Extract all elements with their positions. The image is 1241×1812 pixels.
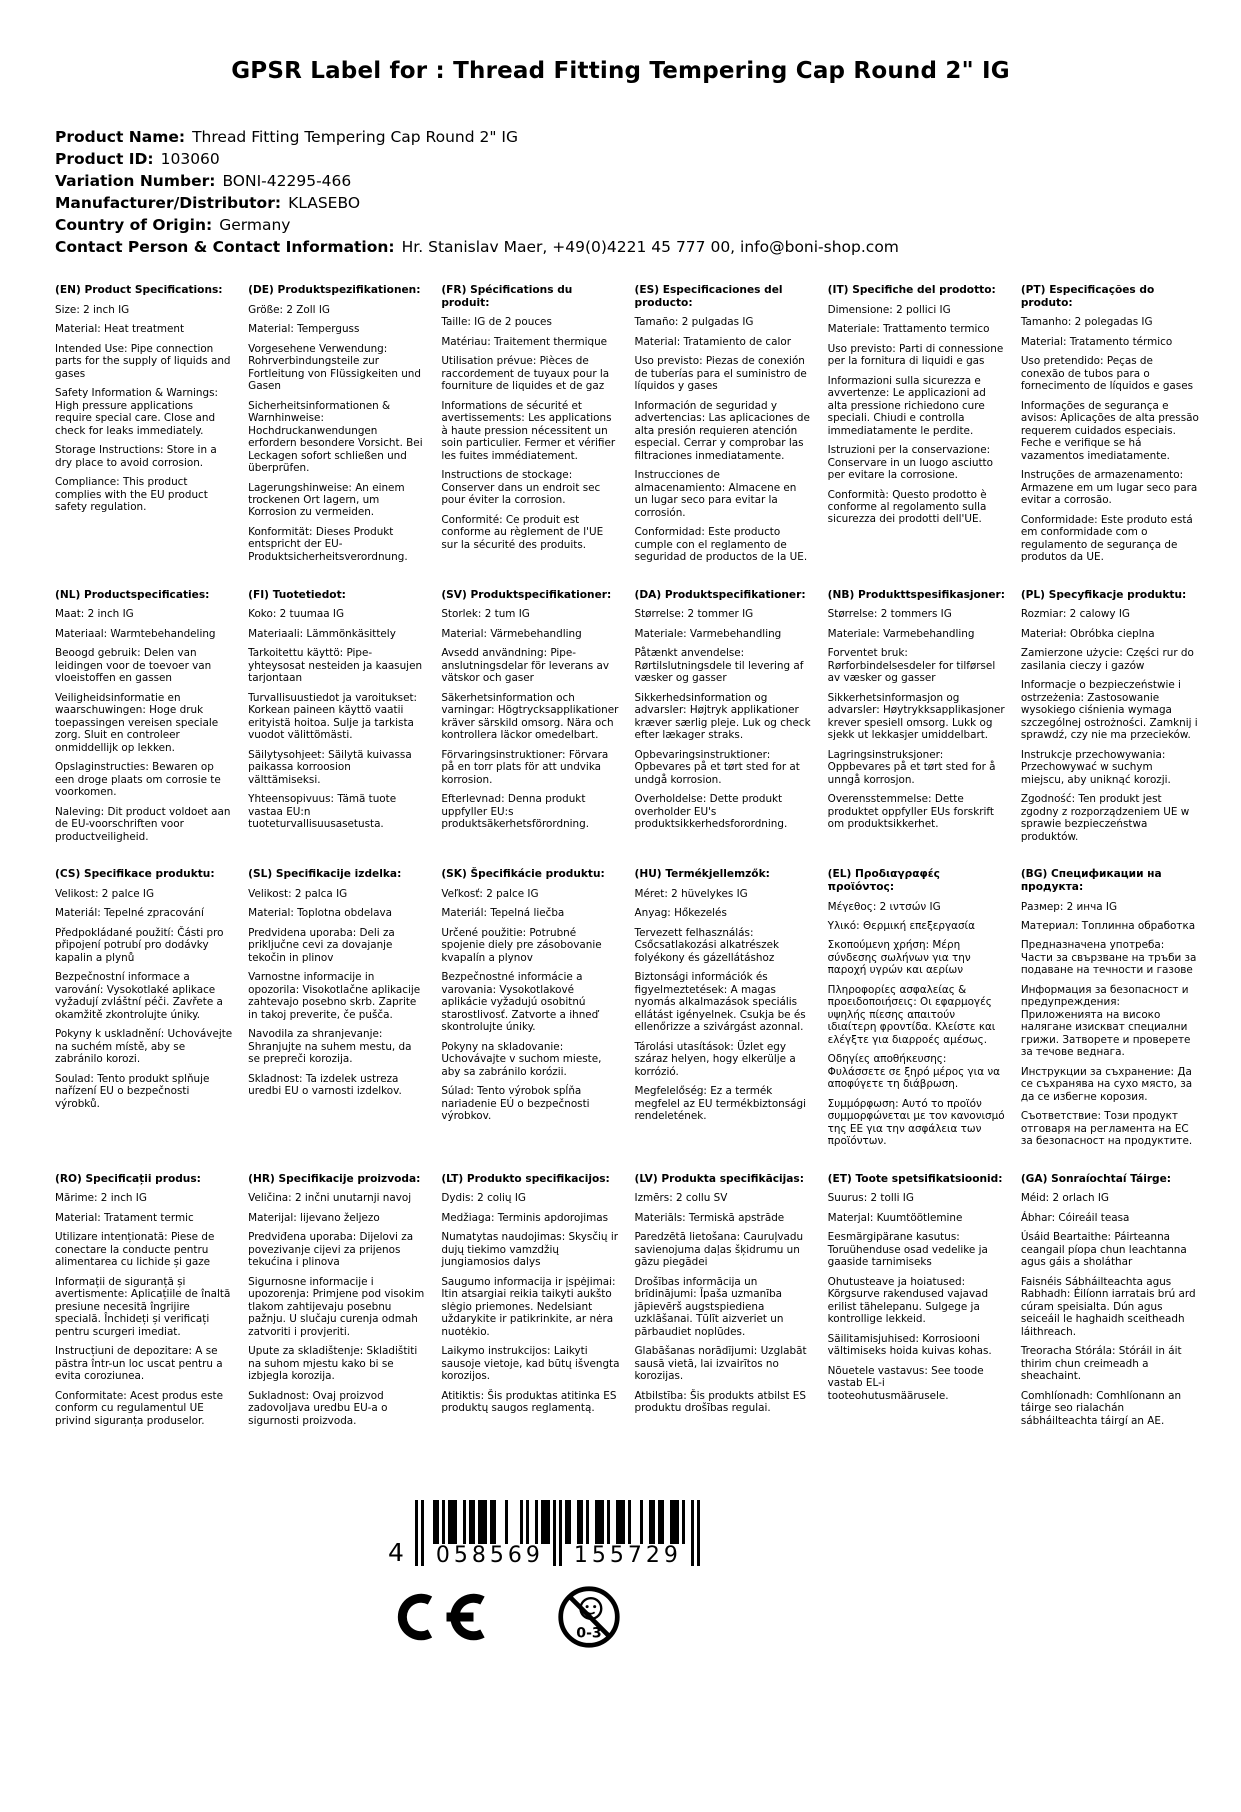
spec-paragraph: Conformité: Ce produit est conforme au règlement de l'UE sur la sécurité des produits. [441,513,604,551]
spec-paragraph: Instruções de armazenamento: Armazene em um lugar seco para evitar a corrosão. [1020,469,1198,507]
spec-block-cs [55,868,233,1155]
spec-block-fr [441,284,619,571]
spec-block-title: (HU) Termékjellemzők: [634,868,770,881]
page-title: GPSR Label for : Thread Fitting Tempering Cap Round 2" IG [231,58,1010,84]
spec-paragraph: Conformitate: Acest produs este conform cu regulamentul UE privind siguranța produselor. [55,1389,224,1427]
spec-paragraph: Materiał: Obróbka cieplna [1020,627,1155,640]
spec-block-et [828,1173,1006,1434]
product-info-row [55,214,1241,236]
spec-paragraph: Informations de sécurité et avertissements: Les applications à haute pression nécessitent un soin particulier. Fermer et vérifier les fuites immédiatement. [441,399,616,462]
spec-block-title: (PL) Specyfikacje produktu: [1020,588,1187,601]
spec-block-sk [441,868,619,1155]
spec-paragraph: Materiale: Trattamento termico [827,323,990,336]
spec-block-body [55,608,233,843]
spec-paragraph: Οδηγίες αποθήκευσης: Φυλάσσετε σε ξηρό μέρος για να αποφύγετε τη διάβρωση. [827,1053,1000,1091]
spec-paragraph: Materiāls: Termiskā apstrāde [634,1211,785,1224]
spec-block-body [1021,1192,1199,1427]
spec-block-body [1021,901,1199,1148]
ce-mark-icon [394,1589,490,1645]
spec-paragraph: Materiál: Tepelné zpracování [55,907,204,920]
spec-paragraph: Säilytysohjeet: Säilytä kuivassa paikassa korroosion välttämiseksi. [248,748,412,786]
spec-paragraph: Informazioni sulla sicurezza e avvertenze: Le applicazioni ad alta pressione richiedono cure speciali. Chiudi e controlla immediatamente le perdite. [827,374,986,437]
spec-paragraph: Úsáid Beartaithe: Páirteanna ceangail píopa chun leachtanna agus gáis a sholáthar [1020,1231,1187,1269]
spec-paragraph: Tamanho: 2 polegadas IG [1020,316,1153,329]
spec-paragraph: Tarkoitettu käyttö: Pipe-yhteysosat nesteiden ja kaasujen tarjontaan [248,647,423,685]
product-info-value: Hr. Stanislav Maer, +49(0)4221 45 777 00, info@boni-shop.com [401,238,899,256]
spec-block-title: (SK) Špecifikácie produktu: [441,868,605,881]
spec-paragraph: Material: Tratamento térmico [1020,335,1173,348]
spec-block-body [1021,608,1199,843]
spec-paragraph: Mărime: 2 inch IG [55,1192,147,1205]
spec-paragraph: Méid: 2 orlach IG [1020,1192,1109,1205]
spec-paragraph: Predviđena uporaba: Dijelovi za povezivanje cijevi za prijenos tekućina i plinova [248,1231,414,1269]
spec-paragraph: Conformidad: Este producto cumple con el reglamento de seguridad de productos de la UE. [634,526,808,564]
spec-paragraph: Utilisation prévue: Pièces de raccordement de tuyaux pour la fourniture de liquides et de gaz [441,355,610,393]
spec-block-title: (DA) Produktspecifikationer: [634,588,806,601]
product-info-label: Product Name: [55,128,186,146]
spec-paragraph: Súlad: Tento výrobok spĺňa nariadenie EÚ o bezpečnosti výrobkov. [441,1085,590,1123]
spec-paragraph: Συμμόρφωση: Αυτό το προϊόν συμμορφώνεται με τον κανονισμό της ΕΕ για την ασφάλεια των προϊόντων. [827,1097,1005,1148]
spec-block-da [635,589,813,850]
barcode-bars [415,1500,700,1569]
spec-block-title: (IT) Specifiche del prodotto: [827,284,996,296]
spec-paragraph: Materijal: lijevano željezo [248,1211,380,1224]
spec-paragraph: Sukladnost: Ovaj proizvod zadovoljava uredbu EU-a o sigurnosti proizvoda. [248,1389,388,1427]
spec-paragraph: Säilitamisjuhised: Korrosiooni vältimiseks hoida kuivas kohas. [827,1332,992,1358]
spec-block-body [248,304,426,564]
ean13-barcode [388,1500,808,1569]
spec-paragraph: Compliance: This product complies with the EU product safety regulation. [55,476,208,513]
spec-block-nb [828,589,1006,850]
spec-paragraph: Drošības informācija un brīdinājumi: Īpaša uzmanība jāpievērš augstspiediena uzklāšanai. Tūlīt aizveriet un pārbaudiet noplūdes. [634,1275,784,1338]
spec-paragraph: Vorgesehene Verwendung: Rohrverbindungsteile zur Fortleitung von Flüssigkeiten und Gasen [248,342,421,393]
spec-block-title: (SL) Specifikacije izdelka: [248,868,402,881]
product-info-value: BONI-42295-466 [222,172,352,190]
spec-paragraph: Lagerungshinweise: An einem trockenen Ort lagern, um Korrosion zu vermeiden. [248,481,405,519]
spec-paragraph: Paredzētā lietošana: Cauruļvadu savienojuma daļas šķidrumu un gāzu piegādei [634,1231,804,1269]
spec-paragraph: Materiale: Varmebehandling [634,627,782,640]
spec-paragraph: Säkerhetsinformation och varningar: Högtrycksapplikationer kräver särskild omsorg. Nära och kontrollera läckor omedelbart. [441,691,619,742]
spec-paragraph: Sicherheitsinformationen & Warnhinweise: Hochdruckanwendungen erfordern besondere Vorsicht. Bei Leckagen sofort schließen und überprüfen. [248,399,423,475]
spec-paragraph: Varnostne informacije in opozorila: Visokotlačne aplikacije zahtevajo posebno skrb. Zaprite in takoj preverite, če pušča. [248,971,421,1021]
spec-paragraph: Veličina: 2 inčni unutarnji navoj [248,1192,412,1205]
spec-paragraph: Storage Instructions: Store in a dry place to avoid corrosion. [55,444,217,469]
spec-paragraph: Zamierzone użycie: Części rur do zasilania cieczy i gazów [1020,647,1194,672]
spec-paragraph: Lagringsinstruksjoner: Oppbevares på et tørt sted for å unngå korrosjon. [827,748,996,786]
spec-paragraph: Πληροφορίες ασφαλείας & προειδοποιήσεις: Οι εφαρμογές υψηλής πίεσης απαιτούν ιδιαίτερη φροντίδα. Κλείστε και ελέγξτε για διαρροές αμέσως. [827,983,996,1046]
spec-grid [55,284,1199,1434]
spec-paragraph: Dimensione: 2 pollici IG [827,303,951,316]
spec-paragraph: Materiale: Varmebehandling [827,627,975,640]
spec-paragraph: Eesmärgipärane kasutus: Toruühenduse osad vedelike ja gaaside tarnimiseks [827,1231,988,1269]
barcode-bar [697,1500,700,1566]
spec-paragraph: Atitiktis: Šis produktas atitinka ES produktų saugos reglamentą. [441,1389,617,1415]
spec-paragraph: Размер: 2 инча IG [1020,900,1118,913]
spec-paragraph: Určené použitie: Potrubné spojenie diely pre zásobovanie kvapalín a plynov [441,926,602,964]
spec-block-sv [441,589,619,850]
age-warning-text: 0-3 [576,1625,602,1642]
spec-block-fi [248,589,426,850]
spec-paragraph: Beoogd gebruik: Delen van leidingen voor de toevoer van vloeistoffen en gassen [55,647,212,685]
spec-block-pt [1021,284,1199,571]
spec-block-title: (LV) Produkta specifikācijas: [634,1172,804,1185]
product-info [55,126,1241,258]
spec-paragraph: Maat: 2 inch IG [55,608,134,621]
spec-paragraph: Información de seguridad y advertencias: Las aplicaciones de alta presión requieren atención especial. Cerrar y comprobar las filtraciones inmediatamente. [634,399,810,462]
spec-paragraph: Veiligheidsinformatie en waarschuwingen: Hoge druk toepassingen vereisen speciale zorg. Sluit en controleer onmiddellijk op lekken. [55,691,219,754]
spec-block-el [828,868,1006,1155]
barcode-digit-group-2: 155729 [565,1544,691,1568]
spec-paragraph: Uso previsto: Piezas de conexión de tuberías para el suministro de líquidos y gases [634,355,807,393]
spec-paragraph: Material: Toplotna obdelava [248,907,392,920]
spec-paragraph: Förvaringsinstruktioner: Förvara på en torr plats för att undvika korrosion. [441,748,609,786]
spec-paragraph: Μέγεθος: 2 ιντσών IG [827,900,941,913]
spec-paragraph: Materiaali: Lämmönkäsittely [248,627,396,640]
spec-block-title: (BG) Спецификации на продукта: [1020,868,1162,893]
spec-paragraph: Material: Värmebehandling [441,627,582,640]
spec-block-de [248,284,426,571]
product-info-label: Contact Person & Contact Information: [55,238,395,256]
spec-paragraph: Material: Tratament termic [55,1211,194,1224]
spec-paragraph: Efterlevnad: Denna produkt uppfyller EU:s produktsäkerhetsförordning. [441,793,590,831]
spec-paragraph: Material: Temperguss [248,323,360,336]
spec-paragraph: Conformità: Questo prodotto è conforme al regolamento sulla sicurezza dei prodotti dell'UE. [827,488,987,526]
spec-paragraph: Numatytas naudojimas: Skysčių ir dujų tiekimo vamzdžių jungiamosios dalys [441,1231,618,1269]
spec-paragraph: Material: Heat treatment [55,323,185,336]
spec-block-title: (NB) Produkttspesifikasjoner: [827,588,1005,601]
spec-paragraph: Yhteensopivuus: Tämä tuote vastaa EU:n tuoteturvallisuusasetusta. [248,793,397,831]
spec-paragraph: Avsedd användning: Pipe-anslutningsdelar för leverans av vätskor och gaser [441,647,609,685]
spec-paragraph: Konformität: Dieses Produkt entspricht der EU-Produktsicherheitsverordnung. [248,525,408,563]
spec-block-body [828,304,1006,526]
spec-paragraph: Navodila za shranjevanje: Shranjujte na suhem mestu, da se prepreči korozija. [248,1028,412,1066]
spec-paragraph: Σκοπούμενη χρήση: Μέρη σύνδεσης σωλήνων για την παροχή υγρών και αερίων [827,939,971,977]
spec-block-nl [55,589,233,850]
spec-block-title: (SV) Produktspecifikationer: [441,588,612,601]
spec-block-body [55,1192,233,1427]
spec-block-bg [1021,868,1199,1155]
spec-paragraph: Turvallisuustiedot ja varoitukset: Korkean paineen käyttö vaatii erityistä hoitoa. Sulje ja tarkista vuodot välittömästi. [248,691,418,742]
spec-paragraph: Storlek: 2 tum IG [441,608,530,621]
spec-block-es [635,284,813,571]
spec-paragraph: Skladnost: Ta izdelek ustreza uredbi EU o varnosti izdelkov. [248,1072,402,1098]
spec-block-sl [248,868,426,1155]
product-info-value: Thread Fitting Tempering Cap Round 2" IG [192,128,519,146]
spec-paragraph: Méret: 2 hüvelykes IG [634,887,748,900]
spec-paragraph: Overensstemmelse: Dette produktet oppfyller EUs forskrift om produktsikkerhet. [827,793,994,831]
spec-paragraph: Tervezett felhasználás: Csőcsatlakozási alkatrészek folyékony és gázellátáshoz [634,926,780,964]
spec-paragraph: Treoracha Stórála: Stóráil in áit thirim chun creimeadh a sheachaint. [1020,1345,1182,1383]
spec-paragraph: Anyag: Hőkezelés [634,907,727,920]
spec-paragraph: Pokyny k uskladnění: Uchovávejte na suchém místě, aby se zabránilo korozi. [55,1028,233,1066]
spec-paragraph: Instructions de stockage: Conserver dans un endroit sec pour éviter la corrosion. [441,469,601,507]
spec-block-title: (GA) Sonraíochtaí Táirge: [1020,1172,1172,1185]
spec-paragraph: Laikymo instrukcijos: Laikyti sausoje vietoje, kad būtų išvengta korozijos. [441,1345,620,1383]
spec-paragraph: Sigurnosne informacije i upozorenja: Primjene pod visokim tlakom zahtijevaju posebnu pažnju. U slučaju curenja odmah zatvoriti i provjeriti. [248,1275,425,1338]
marks-row [394,1584,808,1650]
spec-paragraph: Opslaginstructies: Bewaren op een droge plaats om corrosie te voorkomen. [55,761,221,799]
spec-block-title: (RO) Specificații produs: [55,1172,201,1185]
spec-paragraph: Rozmiar: 2 calowy IG [1020,608,1130,621]
spec-paragraph: Υλικό: Θερμική επεξεργασία [827,919,975,932]
spec-block-ga [1021,1173,1199,1434]
spec-block-ro [55,1173,233,1434]
spec-paragraph: Ohutusteave ja hoiatused: Kõrgsurve rakendused vajavad erilist tähelepanu. Sulgege ja kontrollige lekkeid. [827,1275,989,1326]
spec-paragraph: Påtænkt anvendelse: Rørtilslutningsdele til levering af væsker og gasser [634,647,804,685]
product-info-row [55,170,1241,192]
product-info-label: Manufacturer/Distributor: [55,194,282,212]
spec-block-body [828,1192,1006,1402]
spec-block-body [441,888,619,1123]
spec-block-body [248,888,426,1098]
spec-paragraph: Size: 2 inch IG [55,303,130,316]
spec-block-hu [635,868,813,1155]
spec-paragraph: Instrucciones de almacenamiento: Almacene en un lugar seco para evitar la corrosión. [634,469,797,519]
product-info-value: Germany [219,216,291,234]
spec-block-title: (HR) Specifikacije proizvoda: [248,1172,421,1185]
footer [388,1500,808,1650]
spec-paragraph: Naleving: Dit product voldoet aan de EU-voorschriften voor productveiligheid. [55,805,231,843]
spec-paragraph: Upute za skladištenje: Skladištiti na suhom mjestu kako bi se izbjegla korozija. [248,1345,418,1383]
spec-paragraph: Matériau: Traitement thermique [441,335,608,348]
spec-paragraph: Conformidade: Este produto está em conformidade com o regulamento de segurança de produtos da UE. [1020,513,1193,564]
spec-block-lv [635,1173,813,1434]
spec-paragraph: Safety Information & Warnings: High pressure applications require special care. Close and check for leaks immediately. [55,387,219,437]
spec-block-title: (ES) Especificaciones del producto: [634,284,783,309]
spec-block-body [248,1192,426,1427]
product-info-row [55,126,1241,148]
spec-paragraph: Instrukcje przechowywania: Przechowywać w suchym miejscu, aby uniknąć korozji. [1020,748,1171,786]
barcode-digit-group-1: 058569 [427,1544,553,1568]
spec-paragraph: Material: Tratamiento de calor [634,335,792,348]
spec-paragraph: Bezpečnostní informace a varování: Vysokotlaké aplikace vyžadují zvláštní péči. Zavřete a okamžitě zkontrolujte úniky. [55,971,223,1021]
product-info-value: 103060 [160,150,220,168]
spec-block-body [635,1192,813,1414]
spec-block-title: (PT) Especificações do produto: [1020,284,1155,309]
spec-paragraph: Uso previsto: Parti di connessione per la fornitura di liquidi e gas [827,342,1004,368]
spec-paragraph: Uso pretendido: Peças de conexão de tubos para o fornecimento de líquidos e gases [1020,355,1194,393]
spec-block-body [828,901,1006,1148]
spec-paragraph: Medžiaga: Terminis apdorojimas [441,1211,609,1224]
spec-paragraph: Предназначена употреба: Части за свързване на тръби за подаване на течности и газове [1020,939,1197,977]
spec-block-title: (CS) Specifikace produktu: [55,868,215,881]
spec-paragraph: Instrucțiuni de depozitare: A se păstra într-un loc uscat pentru a evita coroziunea. [55,1345,223,1383]
spec-paragraph: Informații de siguranță și avertismente: Aplicațiile de înaltă presiune necesită îngrijire specială. Închideți și verificați pentru scurgeri imediat. [55,1275,231,1338]
spec-block-title: (ET) Toote spetsifikatsioonid: [827,1172,1003,1185]
spec-block-body [441,608,619,830]
spec-paragraph: Størrelse: 2 tommer IG [634,608,754,621]
spec-block-title: (NL) Productspecificaties: [55,588,210,601]
spec-paragraph: Comhlíonadh: Comhlíonann an táirge seo rialachán sábháilteachta táirgí an AE. [1020,1389,1182,1427]
spec-paragraph: Materjal: Kuumtöötlemine [827,1211,963,1224]
spec-paragraph: Съответствие: Този продукт отговаря на регламента на ЕС за безопасност на продуктите. [1020,1110,1193,1148]
spec-paragraph: Atbilstība: Šis produkts atbilst ES produktu drošības regulai. [634,1389,806,1415]
spec-block-title: (LT) Produkto specifikacijos: [441,1172,610,1185]
spec-block-body [55,888,233,1110]
product-info-label: Country of Origin: [55,216,213,234]
spec-paragraph: Megfelelőség: Ez a termék megfelel az EU termékbiztonsági rendeletének. [634,1085,807,1123]
spec-paragraph: Saugumo informacija ir įspėjimai: Itin atsargiai reikia taikyti aukšto slėgio priemones. Nedelsiant uždarykite ir patikrinkite, ar nėra nuotėkio. [441,1275,616,1338]
spec-block-en [55,284,233,571]
spec-block-hr [248,1173,426,1434]
spec-block-title: (FR) Spécifications du produit: [441,284,573,309]
product-info-row [55,148,1241,170]
spec-block-body [1021,316,1199,563]
spec-paragraph: Koko: 2 tuumaa IG [248,608,345,621]
spec-paragraph: Nõuetele vastavus: See toode vastab EL-i tooteohutusmäärusele. [827,1364,984,1402]
spec-paragraph: Předpokládané použití: Části pro připojení potrubí pro dodávky kapalin a plynů [55,926,224,964]
spec-block-title: (FI) Tuotetiedot: [248,588,346,601]
spec-paragraph: Материал: Топлинна обработка [1020,919,1196,932]
spec-paragraph: Intended Use: Pipe connection parts for the supply of liquids and gases [55,342,231,380]
spec-block-body [248,608,426,830]
spec-block-body [828,608,1006,830]
product-info-value: KLASEBO [288,194,361,212]
spec-paragraph: Opbevaringsinstruktioner: Opbevares på et tørt sted for at undgå korrosion. [634,748,800,786]
spec-paragraph: Dydis: 2 colių IG [441,1192,526,1205]
spec-paragraph: Informacje o bezpieczeństwie i ostrzeżenia: Zastosowanie wysokiego ciśnienia wymaga szczególnej ostrożności. Zamknij i sprawdź, czy nie ma przecieków. [1020,679,1198,742]
spec-paragraph: Materiál: Tepelná liečba [441,907,565,920]
spec-paragraph: Tárolási utasítások: Üzlet egy száraz helyen, hogy elkerülje a korrózió. [634,1040,796,1078]
spec-paragraph: Suurus: 2 tolli IG [827,1192,914,1205]
spec-block-body [55,304,233,514]
product-info-label: Variation Number: [55,172,216,190]
spec-block-body [635,316,813,563]
spec-block-lt [441,1173,619,1434]
spec-block-body [441,316,619,551]
spec-paragraph: Velikost: 2 palce IG [55,887,155,900]
spec-paragraph: Utilizare intenționată: Piese de conectare la conducte pentru alimentarea cu lichide și gaze [55,1231,215,1269]
spec-paragraph: Sikkerhetsinformasjon og advarsler: Høytrykksapplikasjoner krever spesiell omsorg. Lukk og sjekk ut lekkasjer umiddelbart. [827,691,1005,742]
spec-paragraph: Biztonsági információk és figyelmeztetések: A magas nyomás alkalmazások speciális ellátást igényelnek. Csukja be és ellenőrizze a szivárgást azonnal. [634,971,806,1034]
spec-paragraph: Istruzioni per la conservazione: Conservare in un luogo asciutto per evitare la corrosione. [827,444,993,482]
spec-paragraph: Bezpečnostné informácie a varovania: Vysokotlakové aplikácie vyžadujú osobitnú starostlivosť. Zatvorte a ihneď skontrolujte úniky. [441,971,599,1034]
spec-paragraph: Informações de segurança e avisos: Aplicações de alta pressão requerem cuidados especiais. Feche e verifique se há vazamentos imediatamente. [1020,399,1199,462]
spec-paragraph: Инструкции за съхранение: Да се съхранява на сухо място, за да се избегне корозия. [1020,1065,1193,1103]
spec-block-title: (EN) Product Specifications: [55,284,223,296]
spec-block-body [635,608,813,830]
spec-paragraph: Veľkosť: 2 palce IG [441,887,539,900]
product-info-row [55,192,1241,214]
spec-block-pl [1021,589,1199,850]
product-info-label: Product ID: [55,150,154,168]
spec-block-body [441,1192,619,1414]
spec-paragraph: Größe: 2 Zoll IG [248,303,330,316]
spec-paragraph: Taille: IG de 2 pouces [441,316,552,329]
age-warning-0-3-icon [556,1584,622,1650]
spec-block-title: (DE) Produktspezifikationen: [248,284,421,296]
barcode-left-digit: 4 [388,1538,404,1568]
spec-paragraph: Predvidena uporaba: Deli za priključne cevi za dovajanje tekočin in plinov [248,926,395,964]
spec-paragraph: Faisnéis Sábháilteachta agus Rabhadh: Éilíonn iarratais brú ard cúram speisialta. Dún agus seiceáil le haghaidh sceitheadh láithreach. [1020,1275,1196,1338]
spec-paragraph: Pokyny na skladovanie: Uchovávajte v suchom mieste, aby sa zabránilo korózii. [441,1040,602,1078]
spec-paragraph: Overholdelse: Dette produkt overholder EU's produktsikkerhedsforordning. [634,793,788,831]
spec-paragraph: Sikkerhedsinformation og advarsler: Højtryk applikationer kræver særlig pleje. Luk og check efter lækager straks. [634,691,811,742]
spec-paragraph: Glabāšanas norādījumi: Uzglabāt sausā vietā, lai izvairītos no korozijas. [634,1345,807,1383]
spec-block-body [635,888,813,1123]
spec-paragraph: Materiaal: Warmtebehandeling [55,627,216,640]
spec-paragraph: Størrelse: 2 tommers IG [827,608,952,621]
spec-paragraph: Forventet bruk: Rørforbindelsesdeler for tilførsel av væsker og gasser [827,647,996,685]
spec-paragraph: Izmērs: 2 collu SV [634,1192,728,1205]
spec-paragraph: Soulad: Tento produkt splňuje nařízení EU o bezpečnosti výrobků. [55,1072,210,1110]
spec-block-title: (EL) Προδιαγραφές προϊόντος: [827,868,940,893]
spec-paragraph: Ábhar: Cóireáil teasa [1020,1211,1130,1224]
spec-paragraph: Velikost: 2 palca IG [248,887,348,900]
spec-block-it [828,284,1006,571]
spec-paragraph: Zgodność: Ten produkt jest zgodny z rozporządzeniem UE w sprawie bezpieczeństwa produktów. [1020,793,1190,843]
spec-paragraph: Tamaño: 2 pulgadas IG [634,316,754,329]
spec-paragraph: Информация за безопасност и предупреждения: Приложенията на високо налягане изискват специални грижи. Затворете и проверете за течове веднага. [1020,983,1191,1059]
product-info-row [55,236,1241,258]
